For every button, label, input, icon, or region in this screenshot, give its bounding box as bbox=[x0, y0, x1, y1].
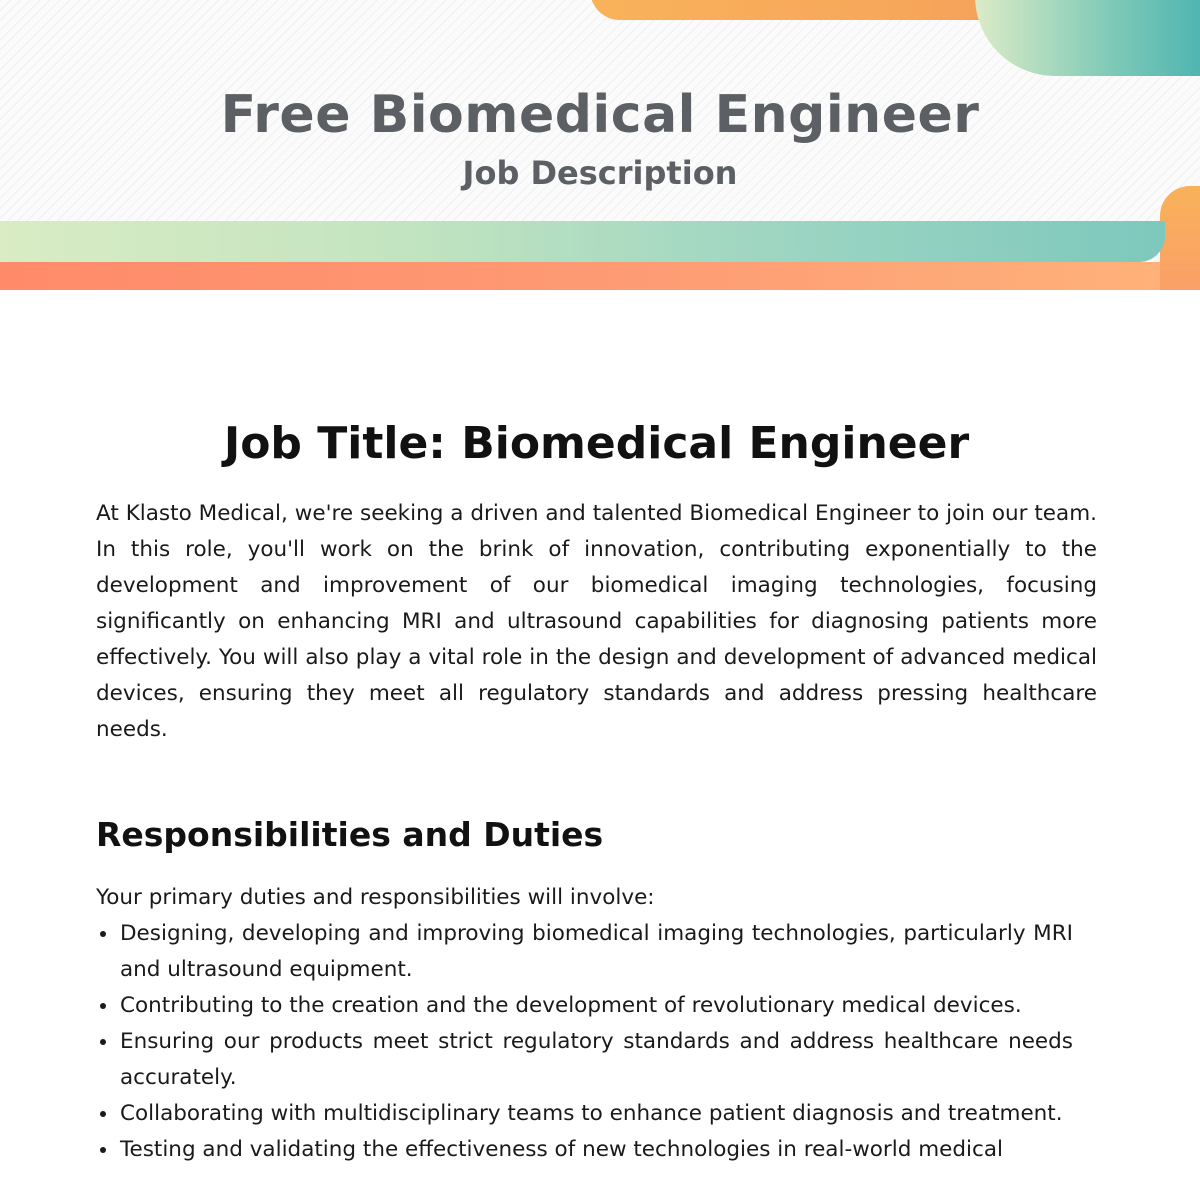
document-body bbox=[96, 412, 1097, 1168]
list-item-text: Collaborating with multidisciplinary teams to enhance patient diagnosis and treatment. bbox=[120, 1101, 1063, 1126]
header-title: Free Biomedical Engineer bbox=[220, 85, 980, 145]
job-title: Job Title: Biomedical Engineer bbox=[223, 418, 970, 469]
responsibilities-heading: Responsibilities and Duties bbox=[96, 815, 604, 854]
list-item-text: Contributing to the creation and the development of revolutionary medical devices. bbox=[120, 993, 1022, 1018]
bullet-icon bbox=[100, 1039, 106, 1045]
list-item-text: Testing and validating the effectiveness of new technologies in real-world medical bbox=[120, 1137, 1003, 1162]
list-item bbox=[96, 916, 1073, 988]
list-item-text: Ensuring our products meet strict regulatory standards and address healthcare needs accurately. bbox=[120, 1029, 1073, 1090]
decorative-green-stripe bbox=[0, 221, 1165, 262]
list-item-text: Designing, developing and improving biomedical imaging technologies, particularly MRI and ultrasound equipment. bbox=[120, 921, 1073, 982]
decorative-orange-stripe bbox=[0, 262, 1200, 290]
list-item bbox=[96, 1024, 1073, 1096]
bullet-icon bbox=[100, 1003, 106, 1009]
bullet-icon bbox=[100, 1147, 106, 1153]
bullet-icon bbox=[100, 931, 106, 937]
list-item bbox=[96, 1132, 1073, 1168]
header-banner bbox=[0, 0, 1200, 290]
list-item bbox=[96, 988, 1073, 1024]
header-subtitle: Job Description bbox=[462, 154, 738, 192]
decorative-orange-corner bbox=[1160, 186, 1200, 290]
bullet-icon bbox=[100, 1111, 106, 1117]
responsibilities-list bbox=[96, 916, 1073, 1168]
decorative-teal-shape-top bbox=[975, 0, 1200, 76]
list-item bbox=[96, 1096, 1073, 1132]
intro-paragraph: At Klasto Medical, we're seeking a driven and talented Biomedical Engineer to join our team. In this role, you'll work on the brink of innovation, contributing exponentially to the development and improvement of our biomedical imaging technologies, focusing significantly on enhancing MRI and ultrasound capabilities for diagnosing patients more effectively. You will also play a vital role in the design and development of advanced medical devices, ensuring they meet all regulatory standards and address pressing healthcare needs. bbox=[96, 501, 1097, 742]
responsibilities-intro: Your primary duties and responsibilities will involve: bbox=[96, 885, 655, 910]
